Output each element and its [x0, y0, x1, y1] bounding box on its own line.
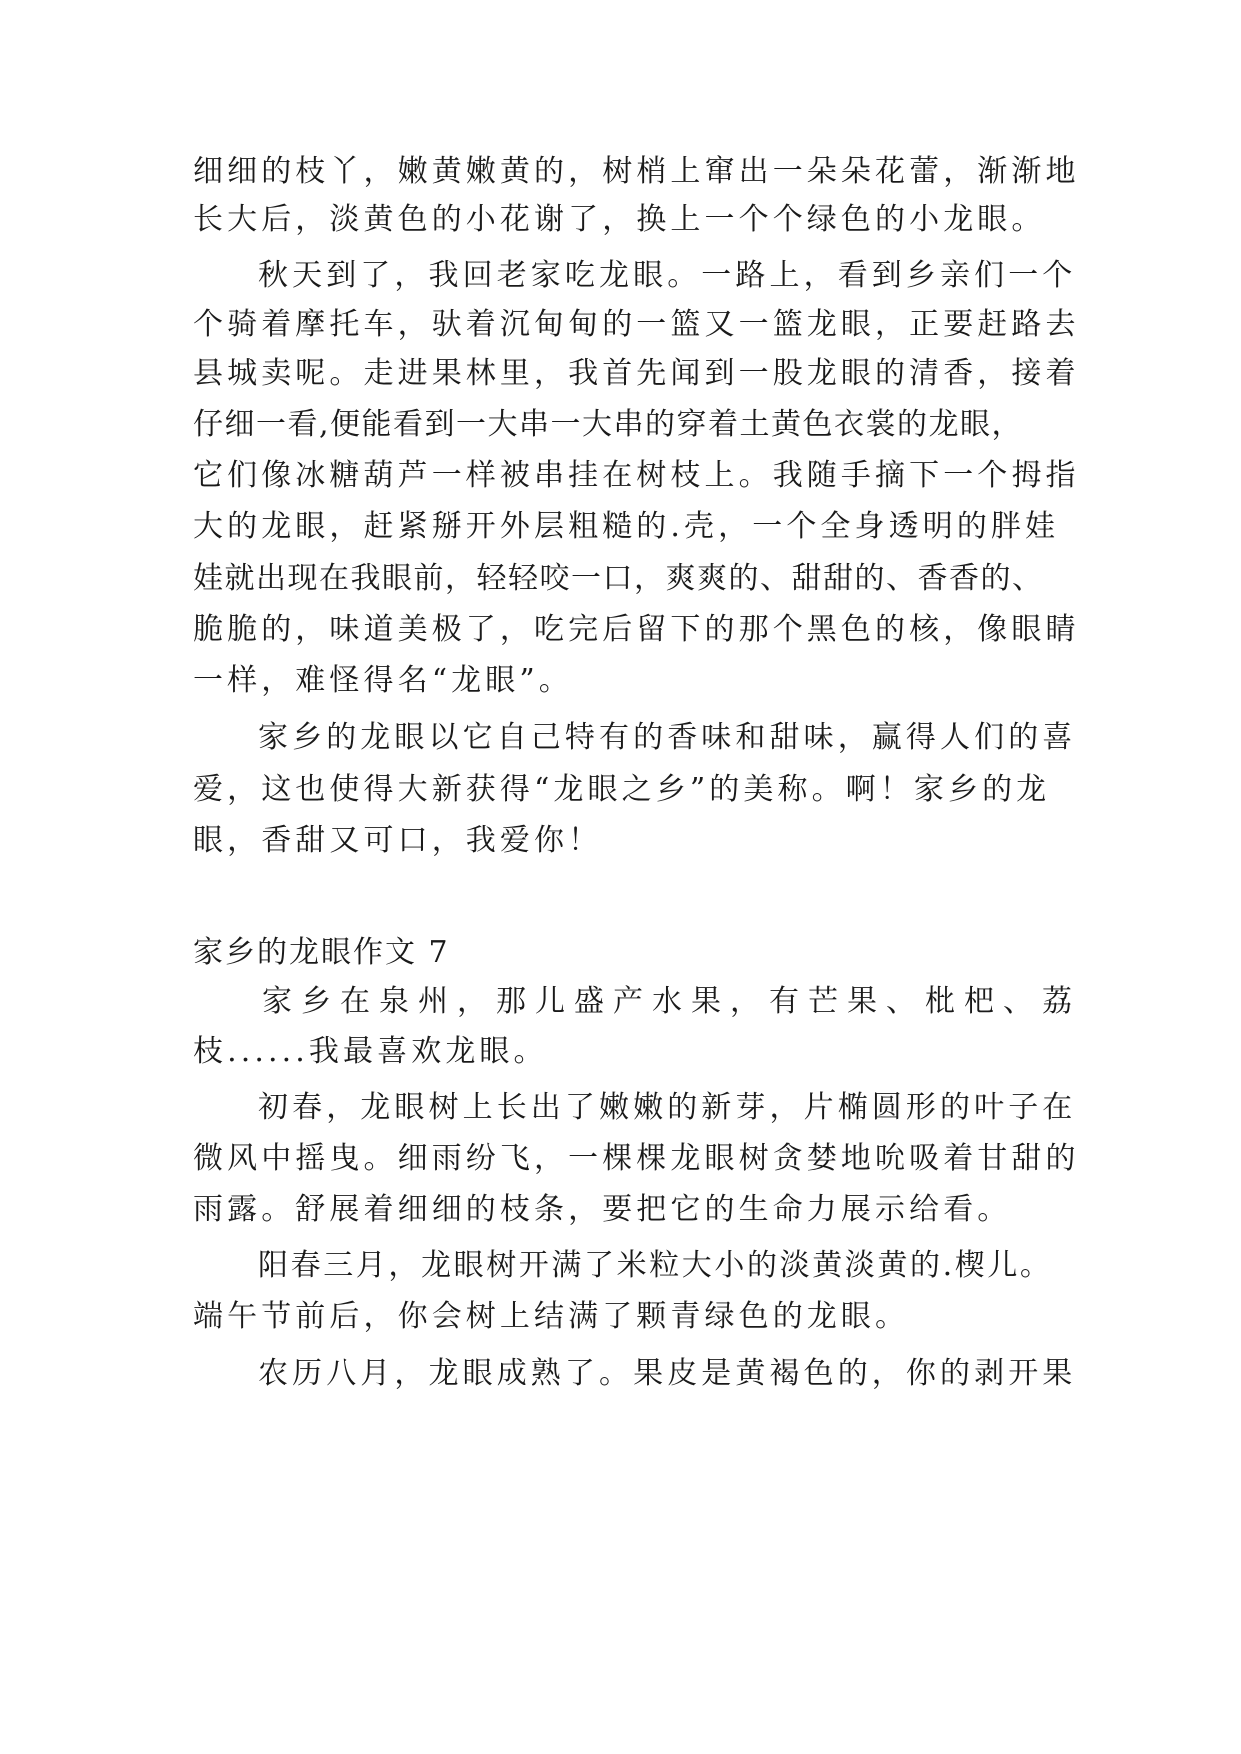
paragraph-line: 仔细一看,便能看到一大串一大串的穿着土黄色衣裳的龙眼， [193, 407, 1024, 442]
paragraph-line: 阳春三月，龙眼树开满了米粒大小的淡黄淡黄的.楔儿。 [258, 1248, 1053, 1283]
paragraph-line: 家乡在泉州，那儿盛产水果，有芒果、枇杷、荔 [262, 984, 1081, 1019]
paragraph-line: 个骑着摩托车，驮着沉甸甸的一篮又一篮龙眼，正要赶路去 [193, 307, 1080, 342]
paragraph-line: 县城卖呢。走进果林里，我首先闻到一股龙眼的清香，接着 [193, 356, 1080, 391]
paragraph-line: 它们像冰糖葫芦一样被串挂在树枝上。我随手摘下一个拇指 [193, 458, 1080, 493]
paragraph-line: 端午节前后，你会树上结满了颗青绿色的龙眼。 [193, 1299, 910, 1334]
paragraph-line: 长大后，淡黄色的小花谢了，换上一个个绿色的小龙眼。 [193, 202, 1046, 237]
paragraph-line: 微风中摇曳。细雨纷飞，一棵棵龙眼树贪婪地吮吸着甘甜的 [193, 1141, 1080, 1176]
paragraph-line: 细细的枝丫，嫩黄嫩黄的，树梢上窜出一朵朵花蕾，渐渐地 [193, 154, 1080, 189]
paragraph-line: 爱，这也使得大新获得“龙眼之乡”的美称。啊！家乡的龙 [193, 772, 1051, 807]
paragraph-line: 娃就出现在我眼前，轻轻咬一口，爽爽的、甜甜的、香香的、 [193, 561, 1044, 596]
section-title: 家乡的龙眼作文 7 [193, 935, 450, 970]
paragraph-line: 秋天到了，我回老家吃龙眼。一路上，看到乡亲们一个 [258, 258, 1077, 293]
paragraph-line: 脆脆的，味道美极了，吃完后留下的那个黑色的核，像眼睛 [193, 612, 1080, 647]
paragraph-line: 农历八月，龙眼成熟了。果皮是黄褐色的，你的剥开果 [258, 1356, 1077, 1391]
paragraph-line: 雨露。舒展着细细的枝条，要把它的生命力展示给看。 [193, 1192, 1012, 1227]
paragraph-line: 一样，难怪得名“龙眼”。 [193, 663, 573, 698]
paragraph-line: 家乡的龙眼以它自己特有的香味和甜味，赢得人们的喜 [258, 720, 1077, 755]
paragraph-line: 眼，香甜又可口，我爱你！ [193, 823, 603, 858]
paragraph-line: 大的龙眼，赶紧掰开外层粗糙的.壳，一个全身透明的胖娃 [193, 509, 1060, 544]
paragraph-line: 初春，龙眼树上长出了嫩嫩的新芽，片椭圆形的叶子在 [258, 1090, 1077, 1125]
paragraph-line: 枝......我最喜欢龙眼。 [193, 1034, 548, 1069]
